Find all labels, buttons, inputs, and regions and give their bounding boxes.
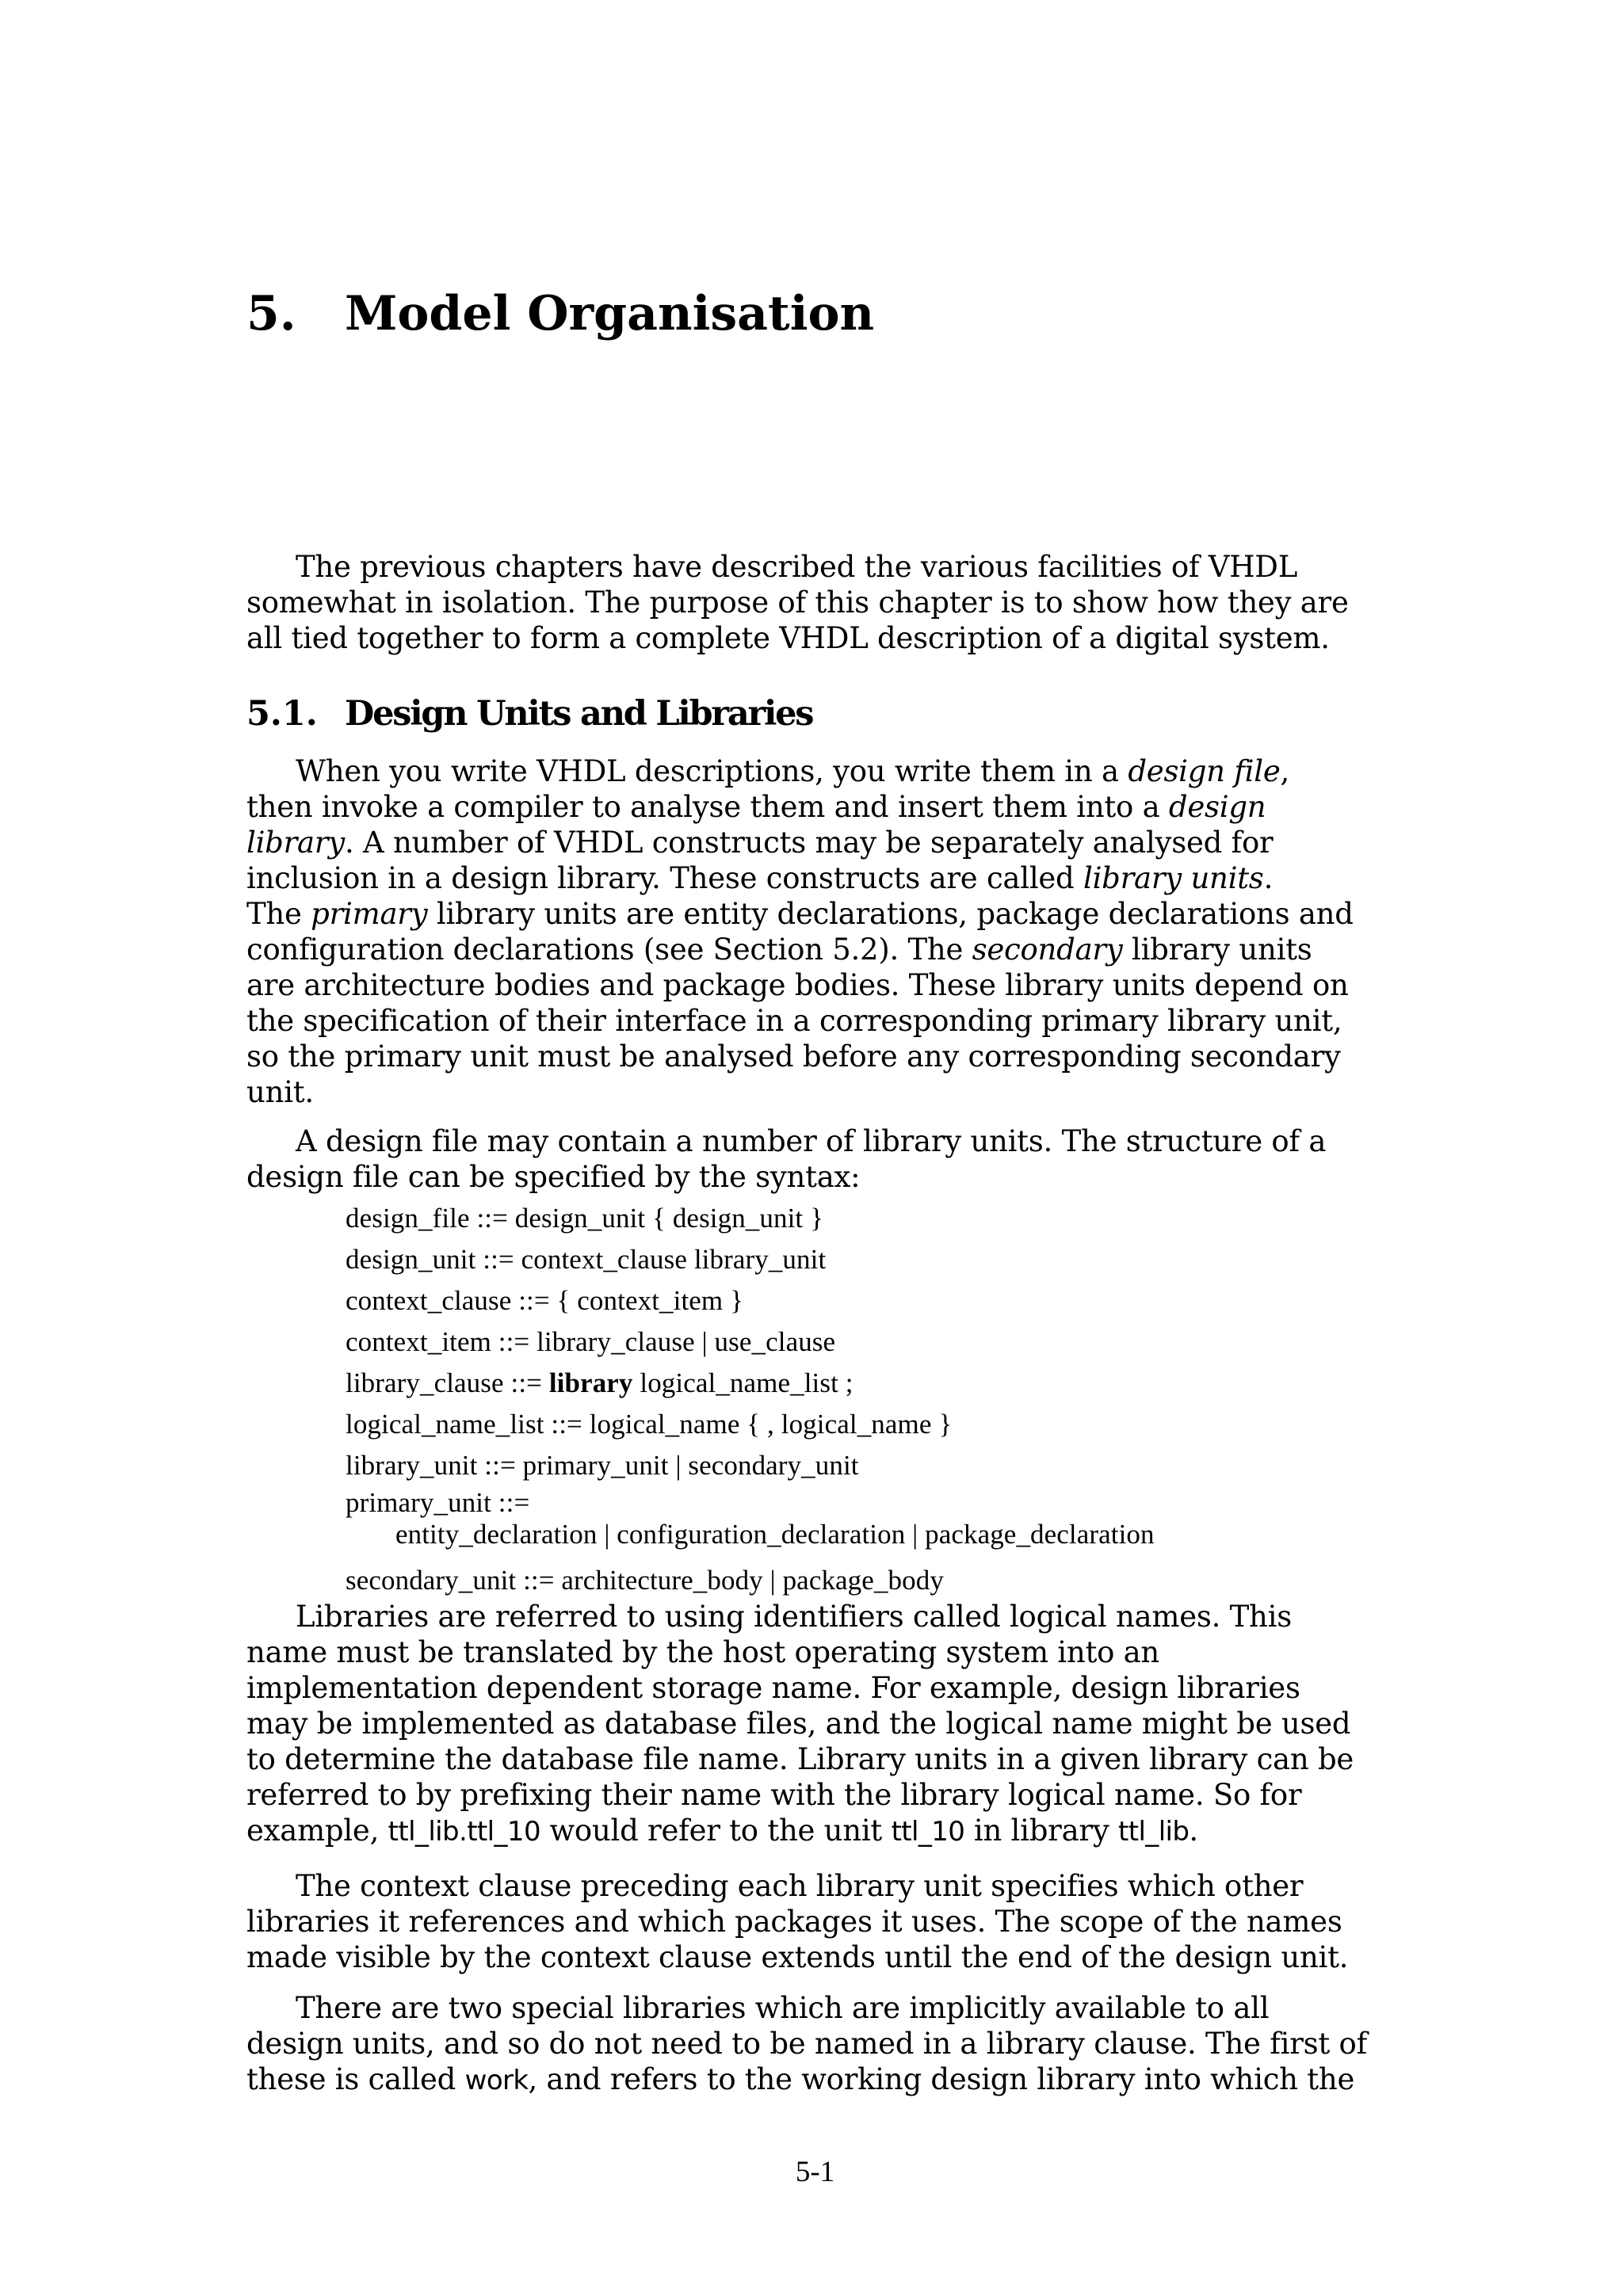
intro-paragraph (246, 549, 1451, 656)
syntax-rule: context_item ::= library_clause | use_clause (346, 1326, 836, 1357)
paragraph-design-units (246, 753, 1451, 1110)
text-run: logical_name_list ; (632, 1367, 854, 1398)
emphasis-design-file: design file (1128, 754, 1281, 788)
text-line (246, 932, 1451, 967)
text-run: would refer to the unit (540, 1814, 892, 1848)
text-line: The context clause preceding each library unit specifies which other (296, 1869, 1304, 1903)
section-number: 5.1. (246, 694, 318, 734)
chapter-title-text: Model Organisation (345, 286, 875, 341)
section-title-text: Design Units and Libraries (345, 694, 813, 734)
text-run: , and refers to the working design library into which the (528, 2062, 1355, 2096)
text-line: The previous chapters have described the various facilities of VHDL (296, 550, 1298, 584)
document-page (246, 0, 1451, 2296)
syntax-rule: design_unit ::= context_clause library_unit (346, 1244, 827, 1275)
text-run: . A number of VHDL constructs may be separately analysed for (344, 826, 1274, 860)
text-run: example, (246, 1814, 388, 1848)
text-line: name must be translated by the host operating system into an (246, 1635, 1159, 1669)
text-line: design units, and so do not need to be named in a library clause. The first of (246, 2027, 1368, 2061)
emphasis-secondary: secondary (972, 933, 1123, 967)
emphasis-library-units: library units (1083, 861, 1264, 895)
chapter-number: 5. (246, 286, 296, 341)
text-line (246, 1813, 1451, 1850)
chapter-title (246, 285, 874, 342)
text-run: then invoke a compiler to analyse them and insert them into a (246, 790, 1169, 824)
paragraph-design-file (246, 1123, 1451, 1195)
emphasis-design: design (1168, 790, 1266, 824)
text-line (246, 860, 1451, 896)
text-line: all tied together to form a complete VHDL description of a digital system. (246, 621, 1330, 655)
text-line: so the primary unit must be analysed before any corresponding secondary (246, 1039, 1341, 1074)
text-line (246, 753, 1451, 789)
syntax-rule: secondary_unit ::= architecture_body | package_body (346, 1565, 944, 1596)
text-line (246, 896, 1451, 932)
text-line: design file can be specified by the syntax: (246, 1160, 861, 1194)
text-run: inclusion in a design library. These constructs are called (246, 861, 1083, 895)
keyword-library: library (548, 1367, 633, 1398)
code-identifier: ttl_lib (1117, 1816, 1190, 1848)
syntax-rule: context_clause ::= { context_item } (346, 1285, 743, 1316)
syntax-rule: logical_name_list ::= logical_name { , logical_name } (346, 1409, 953, 1440)
text-line: may be implemented as database files, and the logical name might be used (246, 1707, 1351, 1741)
text-line: made visible by the context clause extends until the end of the design unit. (246, 1940, 1349, 1974)
text-run: in library (964, 1814, 1118, 1848)
paragraph-special-libraries (246, 1990, 1451, 2099)
text-run: configuration declarations (see Section 5.2). The (246, 933, 972, 967)
text-line: referred to by prefixing their name with the library logical name. So for (246, 1778, 1302, 1812)
syntax-rule: library_unit ::= primary_unit | secondary_unit (346, 1450, 859, 1481)
syntax-rule: design_file ::= design_unit { design_unit } (346, 1203, 824, 1234)
paragraph-libraries (246, 1599, 1451, 1850)
text-line (246, 2061, 1451, 2099)
text-line: are architecture bodies and package bodies. These library units depend on (246, 968, 1349, 1002)
text-run: . (1263, 861, 1274, 895)
text-line: unit. (246, 1075, 314, 1109)
section-title (246, 694, 812, 735)
syntax-rule (346, 1363, 1455, 1404)
emphasis-primary: primary (311, 897, 428, 931)
page-number: 5-1 (795, 2156, 835, 2188)
syntax-block (346, 1198, 1455, 1601)
syntax-rule: primary_unit ::= (346, 1487, 530, 1518)
text-run: library units are entity declarations, package declarations and (427, 897, 1354, 931)
text-run: library_clause ::= (346, 1367, 549, 1398)
text-line: Libraries are referred to using identifiers called logical names. This (296, 1600, 1292, 1634)
text-line (246, 825, 1451, 860)
emphasis-library: library (246, 826, 345, 860)
syntax-rule-continuation: entity_declaration | configuration_declaration | package_declaration (395, 1519, 1155, 1550)
code-identifier: ttl_lib.ttl_10 (388, 1816, 540, 1848)
text-run: When you write VHDL descriptions, you write them in a (296, 754, 1128, 788)
text-run: The (246, 897, 311, 931)
text-line: A design file may contain a number of library units. The structure of a (296, 1124, 1327, 1158)
text-line (246, 789, 1451, 825)
text-run: , (1280, 754, 1290, 788)
text-run: library units (1122, 933, 1312, 967)
text-line: somewhat in isolation. The purpose of this chapter is to show how they are (246, 585, 1349, 620)
text-line: There are two special libraries which are implicitly available to all (296, 1991, 1270, 2025)
code-identifier: work (464, 2065, 529, 2096)
text-line: implementation dependent storage name. For example, design libraries (246, 1671, 1300, 1705)
text-run: these is called (246, 2062, 465, 2096)
text-line: to determine the database file name. Library units in a given library can be (246, 1742, 1354, 1776)
text-run: . (1189, 1814, 1198, 1848)
text-line: libraries it references and which packages it uses. The scope of the names (246, 1905, 1342, 1939)
code-identifier: ttl_10 (891, 1816, 965, 1848)
paragraph-context-clause (246, 1868, 1451, 1975)
text-line: the specification of their interface in a corresponding primary library unit, (246, 1004, 1342, 1038)
